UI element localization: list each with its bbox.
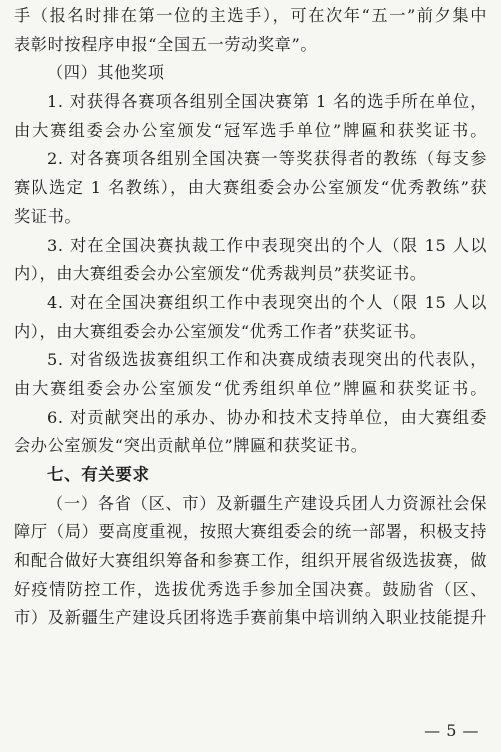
text-line: 障厅（局）要高度重视，按照大赛组委会的统一部署，积极支持 <box>14 522 487 542</box>
text-line: 内），由大赛组委会办公室颁发“优秀裁判员”获奖证书。 <box>14 264 427 284</box>
text-line: 表彰时按程序申报“全国五一劳动奖章”。 <box>14 34 318 54</box>
section-heading: 七、有关要求 <box>47 465 150 484</box>
text-line: 6. 对贡献突出的承办、协办和技术支持单位，由大赛组委 <box>47 407 487 427</box>
text-line: 和配合做好大赛组织筹备和参赛工作，组织开展省级选拔赛，做 <box>14 551 487 571</box>
text-line: （一）各省（区、市）及新疆生产建设兵团人力资源社会保 <box>47 493 487 513</box>
text-line: 好疫情防控工作，选拔优秀选手参加全国决赛。鼓励省（区、 <box>14 579 487 599</box>
text-line: 由大赛组委会办公室颁发“优秀组织单位”牌匾和获奖证书。 <box>14 378 487 398</box>
text-line: 奖证书。 <box>14 206 82 226</box>
text-line: 3. 对在全国决赛执裁工作中表现突出的个人（限 15 人以 <box>47 235 487 255</box>
text-line: 内），由大赛组委会办公室颁发“优秀工作者”获奖证书。 <box>14 321 427 341</box>
text-line: 由大赛组委会办公室颁发“冠军选手单位”牌匾和获奖证书。 <box>14 120 487 140</box>
text-line: 4. 对在全国决赛组织工作中表现突出的个人（限 15 人以 <box>47 292 487 312</box>
text-line: 手（报名时排在第一位的主选手），可在次年“五一”前夕集中 <box>14 6 487 25</box>
text-line: 赛队选定 1 名教练），由大赛组委会办公室颁发“优秀教练”获 <box>14 178 487 198</box>
text-line: 2. 对各赛项各组别全国决赛一等奖获得者的教练（每支参 <box>47 149 487 169</box>
section-subheading: （四）其他奖项 <box>47 63 165 83</box>
page-number: — 5 — <box>424 721 479 740</box>
text-line: 会办公室颁发“突出贡献单位”牌匾和获奖证书。 <box>14 436 368 456</box>
text-line: 1. 对获得各赛项各组别全国决赛第 1 名的选手所在单位， <box>47 92 487 112</box>
text-line: 市）及新疆生产建设兵团将选手赛前集中培训纳入职业技能提升 <box>14 608 487 628</box>
text-line: 5. 对省级选拔赛组织工作和决赛成绩表现突出的代表队， <box>47 350 487 370</box>
